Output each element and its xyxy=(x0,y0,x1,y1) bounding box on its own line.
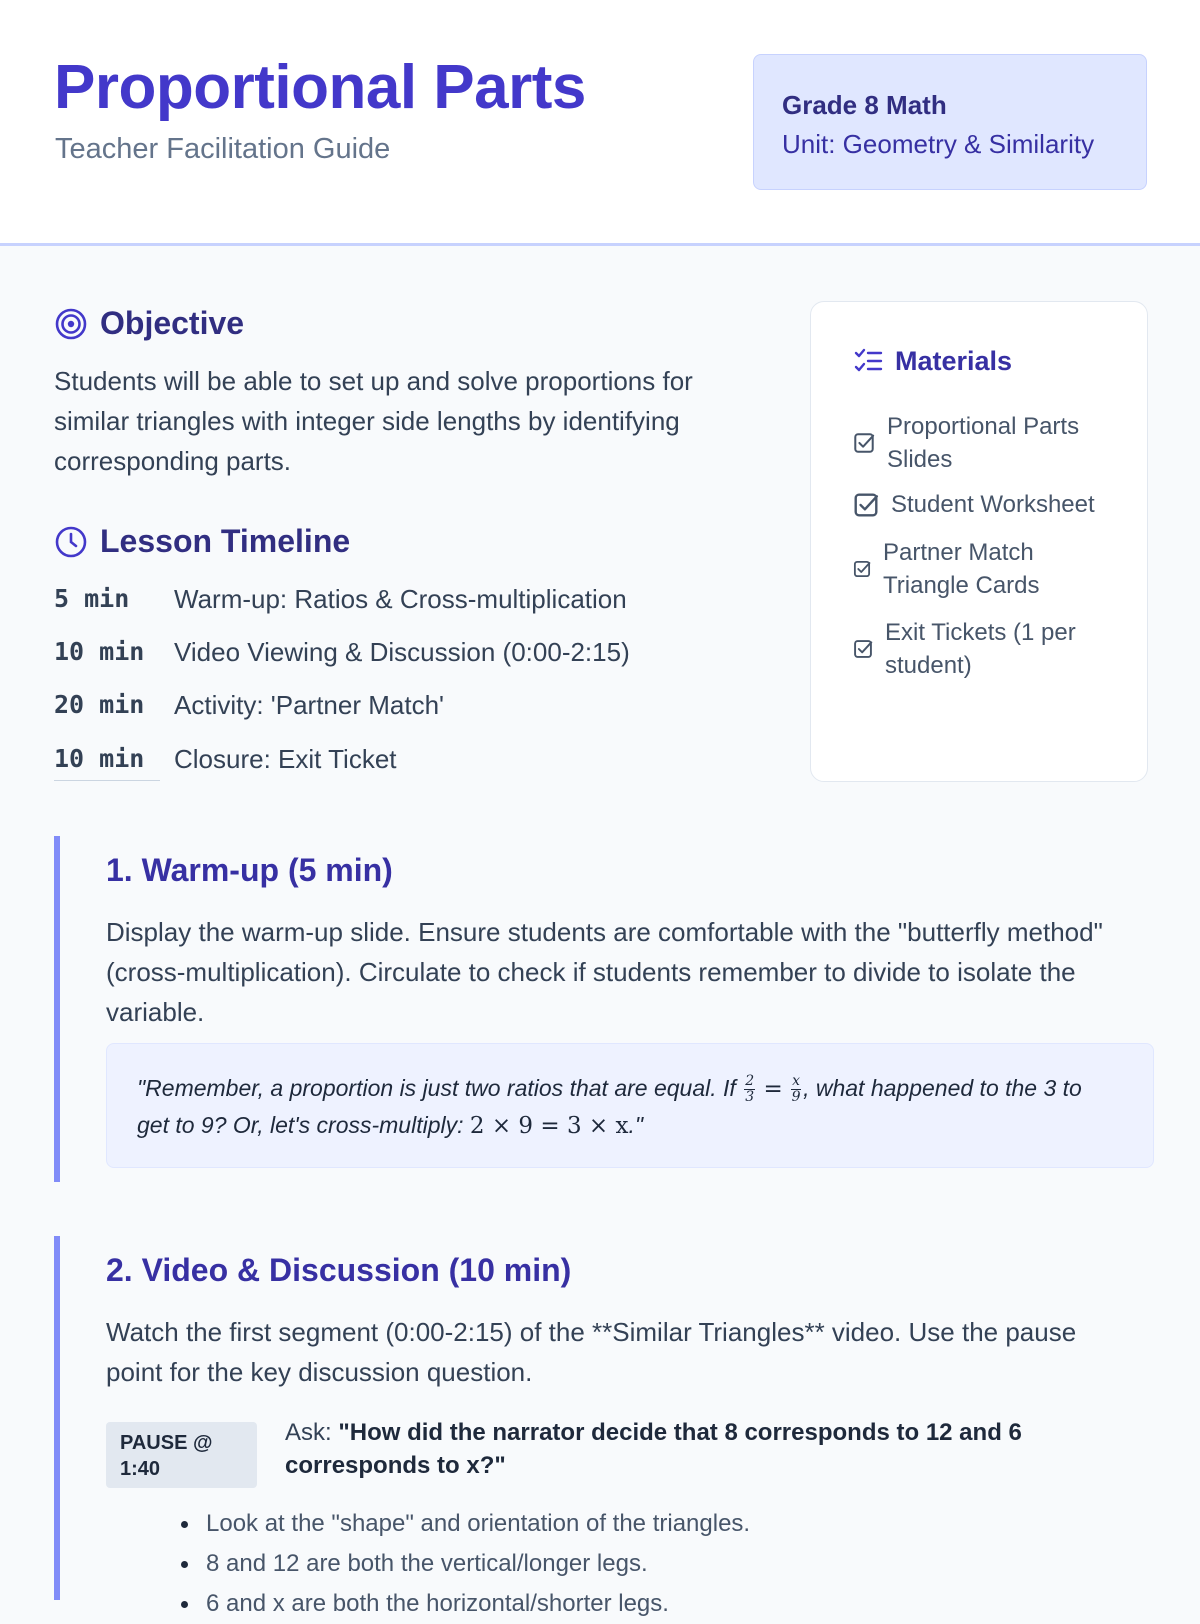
video-title: 2. Video & Discussion (10 min) xyxy=(106,1252,572,1288)
objective-heading xyxy=(54,305,244,342)
checklist-icon xyxy=(853,347,883,377)
video-text: Watch the first segment (0:00-2:15) of the **Similar Triangles** video. Use the pause point for the key discussion question. xyxy=(106,1317,1077,1387)
fraction-denominator: 3 xyxy=(745,1089,755,1106)
discussion-bullets xyxy=(176,1504,750,1624)
timeline-row xyxy=(54,637,754,677)
timeline-duration: 20 min xyxy=(54,690,145,719)
materials-item-label: Partner Match Triangle Cards xyxy=(883,539,1040,599)
ask-label: Ask: xyxy=(285,1419,332,1446)
quote-text: "Remember, a proportion is just two ratios that are equal. If xyxy=(137,1075,743,1101)
warmup-text: Display the warm-up slide. Ensure students are comfortable with the "butterfly method" (cross-multiplication). Circulate to check if students remember to divide to isolate the variable. xyxy=(106,917,1103,1027)
fraction-numerator: 2 xyxy=(745,1073,755,1090)
quote-text: ." xyxy=(628,1112,644,1138)
list-item: 6 and x are both the horizontal/shorter legs. xyxy=(176,1584,750,1624)
unit-label: Unit: Geometry & Similarity xyxy=(782,129,1095,159)
cross-multiply-equation: 2 × 9 = 3 × x xyxy=(469,1113,629,1139)
timeline-label: Video Viewing & Discussion (0:00-2:15) xyxy=(174,637,630,667)
materials-card xyxy=(810,301,1148,782)
warmup-section xyxy=(54,836,1148,1182)
checkbox-checked-icon xyxy=(853,492,879,518)
clock-icon xyxy=(54,525,88,559)
timeline-heading-text: Lesson Timeline xyxy=(100,523,351,559)
objective-heading-text: Objective xyxy=(100,305,245,341)
fraction xyxy=(744,1074,755,1105)
materials-item xyxy=(853,410,1107,476)
objective-text: Students will be able to set up and solve proportions for similar triangles with integer side lengths by identifying corresponding parts. xyxy=(54,366,693,476)
materials-item xyxy=(853,616,1105,682)
grade-info-box xyxy=(753,54,1147,190)
fraction xyxy=(791,1074,801,1105)
fraction-numerator: x xyxy=(792,1073,801,1090)
warmup-title: 1. Warm-up (5 min) xyxy=(106,852,393,888)
materials-item-label: Exit Tickets (1 per student) xyxy=(885,619,1076,679)
timeline-label: Closure: Exit Ticket xyxy=(174,744,397,774)
timeline-divider xyxy=(54,780,160,781)
warmup-quote xyxy=(137,1070,1097,1144)
timeline-label: Warm-up: Ratios & Cross-multiplication xyxy=(174,584,627,614)
grade-label: Grade 8 Math xyxy=(782,90,947,120)
timeline-row xyxy=(54,584,754,624)
materials-item-label: Student Worksheet xyxy=(891,491,1095,518)
video-section xyxy=(54,1236,1148,1617)
target-icon xyxy=(54,307,88,341)
timeline-duration: 10 min xyxy=(54,637,145,666)
list-item: 8 and 12 are both the vertical/longer legs. xyxy=(176,1544,750,1584)
quote-text: , what happened to the 3 to get to 9? Or, let's cross-multiply: xyxy=(137,1075,1082,1138)
pause-badge xyxy=(106,1422,257,1488)
ask-question: "How did the narrator decide that 8 corresponds to 12 and 6 corresponds to x?" xyxy=(285,1419,1022,1479)
page-title: Proportional Parts xyxy=(54,53,586,122)
materials-item-label: Proportional Parts Slides xyxy=(887,413,1080,473)
discussion-question xyxy=(285,1416,1065,1482)
materials-heading-text: Materials xyxy=(895,346,1013,376)
timeline-duration: 10 min xyxy=(54,744,145,773)
timeline-heading xyxy=(54,523,350,560)
checkbox-checked-icon xyxy=(853,432,875,454)
materials-item xyxy=(853,488,1121,521)
timeline-label: Activity: 'Partner Match' xyxy=(174,690,445,720)
warmup-quote-callout xyxy=(106,1043,1154,1168)
timeline-duration: 5 min xyxy=(54,584,130,613)
list-item: Look at the "shape" and orientation of the triangles. xyxy=(176,1504,750,1544)
page-subtitle: Teacher Facilitation Guide xyxy=(55,133,391,165)
checkbox-checked-icon xyxy=(853,560,871,578)
page-header xyxy=(0,0,1200,246)
checkbox-checked-icon xyxy=(853,639,873,659)
equals-sign: = xyxy=(763,1076,783,1102)
timeline-row xyxy=(54,744,754,784)
timeline-row xyxy=(54,690,754,730)
pause-label: PAUSE @ 1:40 xyxy=(120,1432,213,1480)
materials-item xyxy=(853,536,1113,602)
materials-heading xyxy=(853,346,1012,377)
fraction-denominator: 9 xyxy=(791,1089,801,1106)
